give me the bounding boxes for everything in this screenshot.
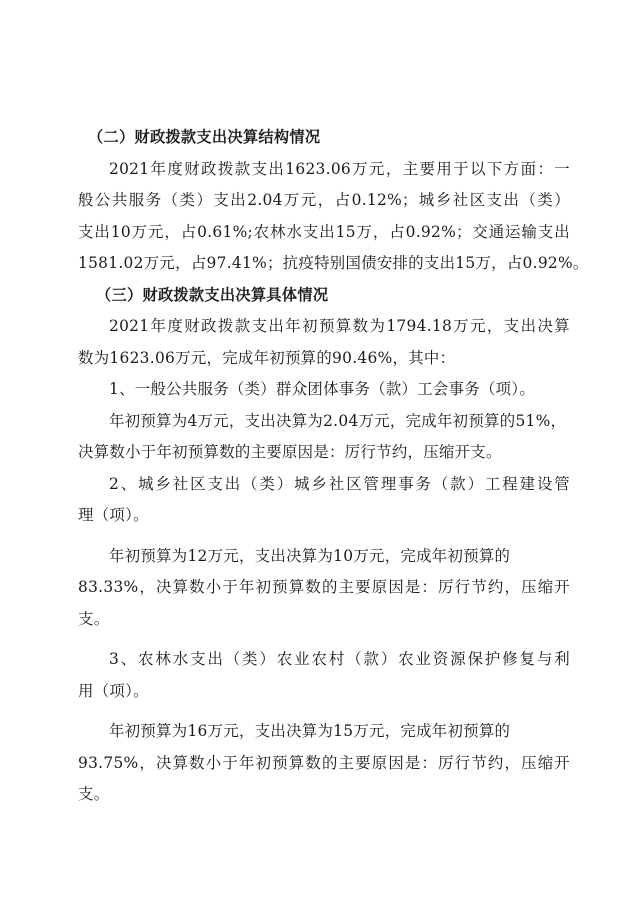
item-title: 2、城乡社区支出（类）城乡社区管理事务（款）工程建设管 <box>109 474 570 493</box>
item-title: 3、农林水支出（类）农业农村（款）农业资源保护修复与利 <box>109 650 570 668</box>
document-body <box>78 122 589 811</box>
paragraph-line: 数为1623.06万元，完成年初预算的90.46%，其中： <box>78 348 456 367</box>
item-body-line: 93.75%，决算数小于年初预算数的主要原因是：厉行节约，压缩开 <box>78 753 570 772</box>
item-title: 1、一般公共服务（类）群众团体事务（款）工会事务（项）。 <box>109 380 536 398</box>
item-body-line: 年初预算为12万元，支出决算为10万元，完成年初预算的 <box>109 546 511 565</box>
item-body-line: 支。 <box>78 609 110 628</box>
paragraph-line: 2021年度财政拨款支出年初预算数为1794.18万元，支出决算 <box>109 317 570 335</box>
item-body-line: 年初预算为16万元，支出决算为15万元，完成年初预算的 <box>109 722 511 740</box>
item-body-line: 83.33%，决算数小于年初预算数的主要原因是：厉行节约，压缩开 <box>78 578 570 596</box>
item-title: 理（项）。 <box>78 506 149 524</box>
item-title: 用（项）。 <box>78 681 149 700</box>
section-heading-2: （二）财政拨款支出决算结构情况 <box>88 128 321 146</box>
section-heading-3: （三）财政拨款支出决算具体情况 <box>96 285 329 304</box>
item-body-line: 支。 <box>78 785 110 803</box>
paragraph-line: 般公共服务（类）支出2.04万元，占0.12%；城乡社区支出（类） <box>78 191 570 209</box>
paragraph-line: 2021年度财政拨款支出1623.06万元，主要用于以下方面：一 <box>109 159 570 178</box>
item-body-line: 年初预算为4万元，支出决算为2.04万元，完成年初预算的51%， <box>109 411 567 430</box>
paragraph-line: 支出10万元，占0.61%;农林水支出15万，占0.92%；交通运输支出 <box>78 222 570 241</box>
item-body-line: 决算数小于年初预算数的主要原因是：厉行节约，压缩开支。 <box>78 443 502 461</box>
paragraph-line: 1581.02万元，占97.41%；抗疫特别国债安排的支出15万，占0.92%。 <box>78 254 589 272</box>
